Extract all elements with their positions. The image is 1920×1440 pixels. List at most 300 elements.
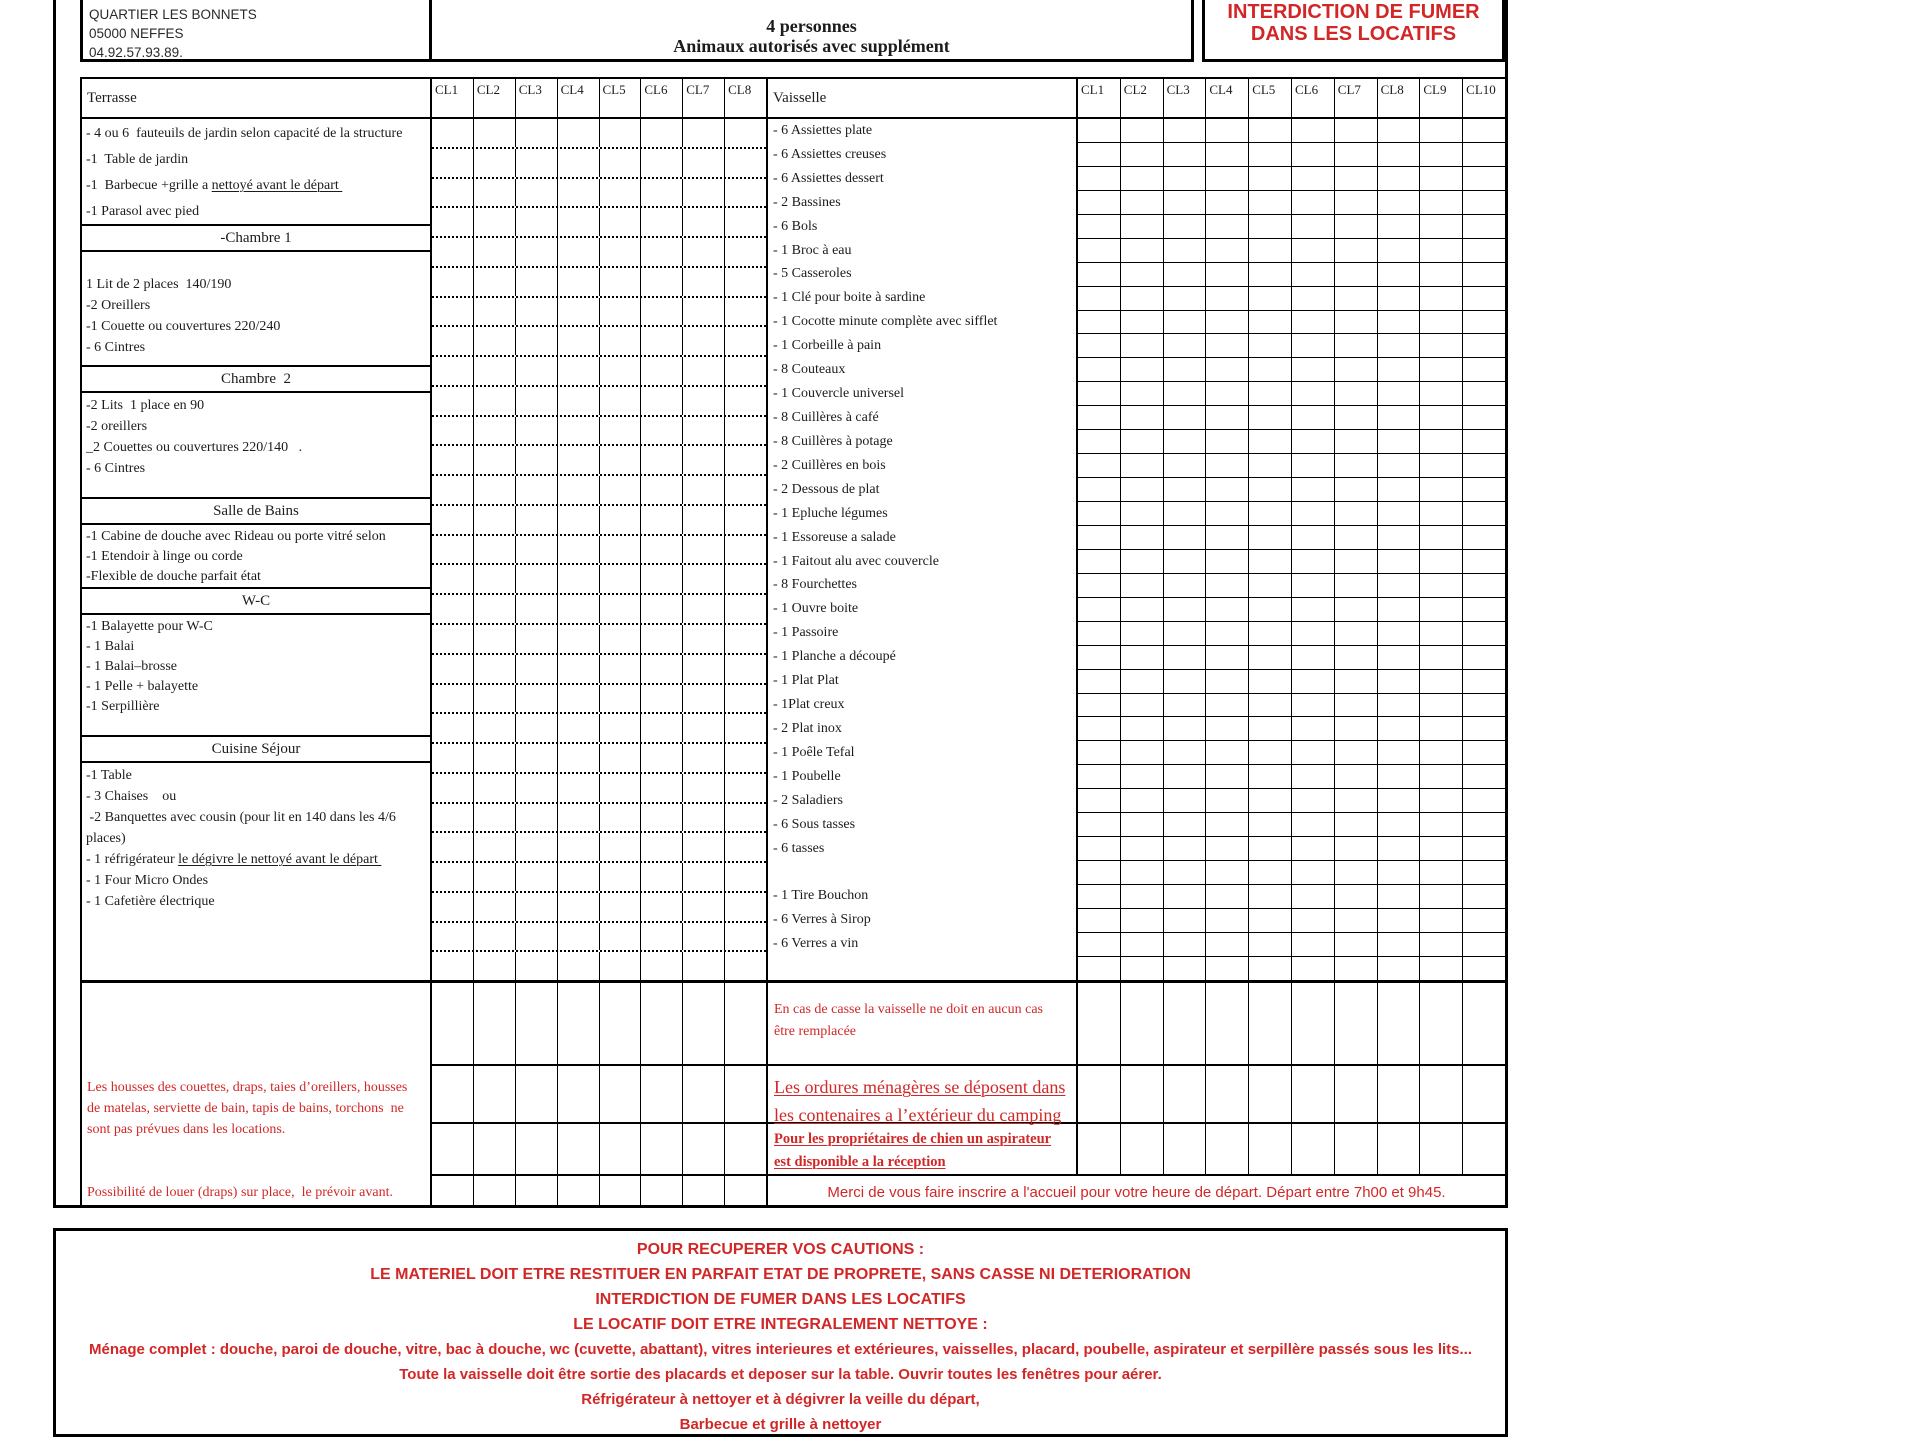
grid-cell bbox=[558, 833, 600, 861]
grid-cell bbox=[1164, 837, 1207, 860]
column-header: CL5 bbox=[1249, 79, 1292, 117]
grid-cell bbox=[432, 952, 474, 980]
vaisselle-header: Vaisselle bbox=[768, 79, 1076, 119]
grid-cell bbox=[1078, 239, 1121, 262]
vaisselle-item: - 5 Casseroles bbox=[773, 266, 852, 282]
grid-cell bbox=[683, 179, 725, 207]
grid-cell bbox=[474, 893, 516, 921]
grid-cell bbox=[641, 149, 683, 177]
grid-cell bbox=[683, 565, 725, 593]
grid-cell bbox=[1335, 983, 1378, 1064]
grid-cell bbox=[725, 714, 766, 742]
grid-cell bbox=[432, 446, 474, 474]
section-items bbox=[82, 763, 430, 982]
grid-cell bbox=[558, 357, 600, 385]
grid-cell bbox=[683, 893, 725, 921]
grid-cell bbox=[1164, 167, 1207, 190]
vaisselle-item: - 6 Sous tasses bbox=[773, 816, 856, 832]
vaisselle-item: - 1Plat creux bbox=[773, 697, 845, 713]
section-items bbox=[82, 615, 430, 735]
grid-cell bbox=[516, 208, 558, 236]
vaisselle-item: - 6 Assiettes dessert bbox=[773, 170, 884, 186]
grid-cell bbox=[1121, 983, 1164, 1064]
grid-cell bbox=[683, 923, 725, 951]
inventory-item bbox=[86, 849, 428, 870]
grid-row bbox=[1078, 741, 1505, 765]
grid-cell bbox=[1078, 957, 1121, 980]
grid-cell bbox=[1206, 334, 1249, 357]
grid-cell bbox=[683, 655, 725, 683]
grid-cell bbox=[683, 625, 725, 653]
grid-cell bbox=[725, 833, 766, 861]
grid-cell bbox=[725, 149, 766, 177]
grid-cell bbox=[432, 983, 474, 1064]
grid-cell bbox=[1335, 215, 1378, 238]
grid-cell bbox=[641, 1066, 683, 1122]
grid-cell bbox=[1164, 263, 1207, 286]
section-header: Salle de Bains bbox=[82, 497, 430, 525]
vaisselle-item: - 2 Saladiers bbox=[773, 792, 843, 808]
vaisselle-item: - 1 Essoreuse a salade bbox=[773, 529, 896, 545]
grid-cell bbox=[725, 268, 766, 296]
grid-cell bbox=[516, 1066, 558, 1122]
grid-cell bbox=[1335, 957, 1378, 980]
grid-cell bbox=[1463, 574, 1505, 597]
vaisselle-item: - 6 Verres à Sirop bbox=[773, 912, 871, 928]
grid-cell bbox=[1292, 957, 1335, 980]
vaisselle-item: - 8 Couteaux bbox=[773, 362, 846, 378]
grid-cell bbox=[1378, 1066, 1421, 1122]
address-line: QUARTIER LES BONNETS bbox=[89, 7, 257, 22]
grid-row bbox=[432, 179, 766, 209]
grid-row bbox=[432, 833, 766, 863]
grid-cell bbox=[641, 774, 683, 802]
grid-cell bbox=[1378, 885, 1421, 908]
grid-cell bbox=[725, 119, 766, 147]
grid-cell bbox=[1249, 1066, 1292, 1122]
grid-cell bbox=[641, 506, 683, 534]
vaisselle-item: - 2 Bassines bbox=[773, 194, 841, 210]
grid-cell bbox=[1463, 382, 1505, 405]
grid-cell bbox=[1164, 670, 1207, 693]
grid-cell bbox=[1420, 885, 1463, 908]
grid-cell bbox=[641, 595, 683, 623]
grid-cell bbox=[516, 506, 558, 534]
capacity-line: 4 personnes bbox=[766, 16, 857, 36]
inventory-item: -1 Cabine de douche avec Rideau ou porte vitré selon bbox=[86, 529, 386, 544]
grid-cell bbox=[1420, 598, 1463, 621]
grid-cell bbox=[558, 565, 600, 593]
grid-cell bbox=[1463, 119, 1505, 142]
grid-cell bbox=[474, 208, 516, 236]
grid-cell bbox=[1078, 1066, 1121, 1122]
grid-cell bbox=[1463, 789, 1505, 812]
grid-cell bbox=[432, 714, 474, 742]
grid-cell bbox=[474, 238, 516, 266]
vaisselle-item: - 6 Assiettes plate bbox=[773, 122, 873, 138]
grid-cell bbox=[683, 685, 725, 713]
grid-cell bbox=[725, 625, 766, 653]
breakage-note: En cas de casse la vaisselle ne doit en aucun cas être remplacée bbox=[768, 983, 1078, 1064]
grid-cell bbox=[683, 952, 725, 980]
grid-cell bbox=[641, 446, 683, 474]
grid-cell bbox=[1335, 622, 1378, 645]
grid-cell bbox=[1463, 239, 1505, 262]
grid-cell bbox=[1420, 334, 1463, 357]
grid-cell bbox=[1335, 358, 1378, 381]
item-text: -1 Barbecue +grille a bbox=[86, 178, 212, 193]
grid-cell bbox=[1335, 334, 1378, 357]
grid-cell bbox=[683, 833, 725, 861]
grid-row bbox=[1078, 119, 1505, 143]
grid-cell bbox=[641, 565, 683, 593]
grid-cell bbox=[725, 685, 766, 713]
grid-cell bbox=[600, 417, 642, 445]
grid-cell bbox=[1420, 909, 1463, 932]
grid-cell bbox=[1164, 430, 1207, 453]
item-text: - 1 réfrigérateur bbox=[86, 852, 179, 867]
grid-cell bbox=[1078, 406, 1121, 429]
grid-cell bbox=[641, 833, 683, 861]
grid-cell bbox=[432, 268, 474, 296]
grid-cell bbox=[558, 387, 600, 415]
grid-cell bbox=[1292, 1124, 1335, 1174]
grid-cell bbox=[1249, 358, 1292, 381]
grid-cell bbox=[1463, 311, 1505, 334]
grid-cell bbox=[1078, 119, 1121, 142]
grid-row bbox=[1078, 287, 1505, 311]
grid-cell bbox=[1292, 717, 1335, 740]
grid-cell bbox=[1420, 358, 1463, 381]
column-header: CL7 bbox=[1335, 79, 1378, 117]
grid-cell bbox=[558, 744, 600, 772]
grid-cell bbox=[641, 983, 683, 1064]
grid-cell bbox=[1463, 502, 1505, 525]
grid-cell bbox=[1335, 239, 1378, 262]
grid-cell bbox=[641, 208, 683, 236]
column-header: CL2 bbox=[1121, 79, 1164, 117]
grid-cell bbox=[1420, 502, 1463, 525]
grid-cell bbox=[1121, 646, 1164, 669]
grid-cell bbox=[600, 1124, 642, 1174]
grid-cell bbox=[1206, 909, 1249, 932]
grid-cell bbox=[600, 863, 642, 891]
grid-cell bbox=[641, 863, 683, 891]
grid-cell bbox=[1206, 239, 1249, 262]
cl8-checklist-grid bbox=[432, 77, 768, 980]
grid-cell bbox=[600, 804, 642, 832]
grid-cell bbox=[1335, 837, 1378, 860]
grid-row bbox=[432, 774, 766, 804]
grid-cell bbox=[1164, 406, 1207, 429]
column-header: CL6 bbox=[1292, 79, 1335, 117]
column-header: CL8 bbox=[728, 82, 752, 97]
grid-cell bbox=[1463, 478, 1505, 501]
grid-cell bbox=[1206, 358, 1249, 381]
grid-cell bbox=[1078, 717, 1121, 740]
grid-cell bbox=[1292, 358, 1335, 381]
banner-line: LE MATERIEL DOIT ETRE RESTITUER EN PARFAIT ETAT DE PROPRETE, SANS CASSE NI DETERIORATION bbox=[370, 1266, 1191, 1283]
grid-cell bbox=[1078, 334, 1121, 357]
section-items bbox=[82, 525, 430, 587]
grid-cell bbox=[1206, 406, 1249, 429]
vaisselle-item: - 2 Plat inox bbox=[773, 721, 842, 736]
grid-cell bbox=[600, 774, 642, 802]
grid-cell bbox=[683, 357, 725, 385]
grid-row bbox=[432, 983, 766, 1066]
linen-note-text: Les housses des couettes, draps, taies d’oreillers, housses de matelas, serviette de bain, tapis de bains, torchons ne sont pas prévues dans les locations. bbox=[87, 1080, 411, 1137]
grid-cell bbox=[641, 417, 683, 445]
grid-cell bbox=[1292, 670, 1335, 693]
grid-row bbox=[1078, 334, 1505, 358]
grid-cell bbox=[641, 179, 683, 207]
grid-row bbox=[432, 595, 766, 625]
grid-cell bbox=[432, 923, 474, 951]
grid-cell bbox=[1121, 478, 1164, 501]
grid-cell bbox=[1420, 837, 1463, 860]
grid-cell bbox=[1121, 167, 1164, 190]
grid-cell bbox=[474, 446, 516, 474]
grid-cell bbox=[1378, 358, 1421, 381]
grid-cell bbox=[1078, 1124, 1121, 1174]
grid-cell bbox=[641, 298, 683, 326]
column-header: CL3 bbox=[1164, 79, 1207, 117]
grid-cell bbox=[600, 298, 642, 326]
grid-row bbox=[1078, 765, 1505, 789]
grid-cell bbox=[1420, 239, 1463, 262]
grid-cell bbox=[1164, 311, 1207, 334]
grid-cell bbox=[600, 506, 642, 534]
grid-cell bbox=[1420, 263, 1463, 286]
grid-row bbox=[1078, 670, 1505, 694]
grid-cell bbox=[600, 1176, 642, 1208]
grid-cell bbox=[474, 863, 516, 891]
grid-cell bbox=[1164, 789, 1207, 812]
grid-cell bbox=[1078, 622, 1121, 645]
grid-cell bbox=[1121, 598, 1164, 621]
grid-cell bbox=[1420, 143, 1463, 166]
vaisselle-item: - 6 Verres a vin bbox=[773, 936, 859, 952]
grid-cell bbox=[516, 238, 558, 266]
grid-cell bbox=[1292, 813, 1335, 836]
vaisselle-item: - 1 Couvercle universel bbox=[773, 386, 905, 402]
grid-cell bbox=[1420, 1124, 1463, 1174]
grid-cell bbox=[474, 833, 516, 861]
grid-cell bbox=[432, 238, 474, 266]
grid-cell bbox=[1463, 983, 1505, 1064]
grid-cell bbox=[1206, 622, 1249, 645]
grid-cell bbox=[1420, 813, 1463, 836]
grid-cell bbox=[683, 446, 725, 474]
grid-cell bbox=[1292, 598, 1335, 621]
grid-cell bbox=[725, 893, 766, 921]
grid-cell bbox=[1378, 861, 1421, 884]
grid-cell bbox=[1078, 933, 1121, 956]
grid-cell bbox=[1164, 1066, 1207, 1122]
grid-cell bbox=[432, 417, 474, 445]
grid-cell bbox=[641, 952, 683, 980]
grid-cell bbox=[516, 446, 558, 474]
grid-cell bbox=[516, 923, 558, 951]
grid-cell bbox=[558, 863, 600, 891]
section-header: W-C bbox=[82, 587, 430, 615]
grid-cell bbox=[1420, 191, 1463, 214]
grid-row bbox=[1078, 406, 1505, 430]
cl10-grid-rows bbox=[1078, 119, 1505, 980]
grid-cell bbox=[1249, 191, 1292, 214]
grid-cell bbox=[600, 685, 642, 713]
grid-cell bbox=[474, 804, 516, 832]
grid-row bbox=[1078, 167, 1505, 191]
grid-cell bbox=[558, 149, 600, 177]
grid-cell bbox=[558, 625, 600, 653]
grid-cell bbox=[1378, 526, 1421, 549]
grid-cell bbox=[516, 774, 558, 802]
grid-cell bbox=[1249, 765, 1292, 788]
grid-cell bbox=[516, 833, 558, 861]
vacuum-note-text: Pour les propriétaires de chien un aspirateur est disponible a la réception bbox=[774, 1131, 1052, 1170]
grid-cell bbox=[1121, 1124, 1164, 1174]
grid-cell bbox=[1463, 358, 1505, 381]
grid-cell bbox=[558, 298, 600, 326]
column-header: CL5 bbox=[600, 79, 642, 117]
grid-cell bbox=[1249, 717, 1292, 740]
grid-cell bbox=[1378, 430, 1421, 453]
grid-cell bbox=[474, 685, 516, 713]
grid-cell bbox=[1292, 454, 1335, 477]
address-line: 04.92.57.93.89. bbox=[89, 45, 183, 60]
grid-cell bbox=[641, 476, 683, 504]
vaisselle-item: - 1 Corbeille à pain bbox=[773, 338, 882, 354]
grid-cell bbox=[1335, 382, 1378, 405]
grid-cell bbox=[1249, 646, 1292, 669]
grid-cell bbox=[474, 595, 516, 623]
grid-cell bbox=[1121, 526, 1164, 549]
note-row bbox=[768, 983, 1505, 1066]
grid-cell bbox=[1335, 454, 1378, 477]
grid-cell bbox=[474, 268, 516, 296]
grid-row bbox=[1078, 789, 1505, 813]
grid-cell bbox=[1335, 789, 1378, 812]
grid-cell bbox=[725, 1124, 766, 1174]
grid-cell bbox=[474, 744, 516, 772]
grid-cell bbox=[1206, 263, 1249, 286]
grid-cell bbox=[474, 774, 516, 802]
grid-row bbox=[1078, 885, 1505, 909]
section-header: Chambre 2 bbox=[82, 365, 430, 393]
grid-cell bbox=[1463, 334, 1505, 357]
grid-cell bbox=[1078, 454, 1121, 477]
banner-line: Toute la vaisselle doit être sortie des placards et deposer sur la table. Ouvrir toutes les fenêtres pour aérer. bbox=[399, 1366, 1162, 1383]
grid-cell bbox=[1335, 143, 1378, 166]
grid-cell bbox=[1463, 454, 1505, 477]
grid-cell bbox=[1249, 215, 1292, 238]
grid-cell bbox=[1121, 909, 1164, 932]
grid-cell bbox=[1292, 885, 1335, 908]
grid-cell bbox=[1335, 717, 1378, 740]
grid-cell bbox=[474, 1176, 516, 1208]
grid-cell bbox=[516, 804, 558, 832]
note-row bbox=[768, 1066, 1505, 1124]
inventory-item: - 6 Cintres bbox=[86, 340, 146, 355]
grid-cell bbox=[474, 387, 516, 415]
vaisselle-item: - 1 Plat Plat bbox=[773, 673, 839, 689]
grid-cell bbox=[1206, 574, 1249, 597]
grid-cell bbox=[683, 536, 725, 564]
no-smoking-line: DANS LES LOCATIFS bbox=[1250, 23, 1457, 45]
garbage-note-text: Les ordures ménagères se déposent dans les contenaires a l’extérieur du camping bbox=[774, 1077, 1066, 1125]
grid-cell bbox=[641, 327, 683, 355]
grid-cell bbox=[683, 863, 725, 891]
vaisselle-item: - 1 Poubelle bbox=[773, 768, 841, 784]
cl8-grid-header bbox=[432, 79, 766, 119]
vaisselle-item: - 1 Broc à eau bbox=[773, 242, 852, 258]
banner-line: POUR RECUPERER VOS CAUTIONS : bbox=[636, 1241, 925, 1258]
cl10-checklist-grid bbox=[1078, 77, 1505, 980]
grid-cell bbox=[1121, 430, 1164, 453]
grid-cell bbox=[1164, 1124, 1207, 1174]
grid-cell bbox=[1420, 789, 1463, 812]
grid-cell bbox=[683, 774, 725, 802]
inventory-item: 1 Lit de 2 places 140/190 bbox=[86, 277, 232, 292]
grid-cell bbox=[683, 714, 725, 742]
grid-cell bbox=[683, 983, 725, 1064]
grid-cell bbox=[1378, 334, 1421, 357]
grid-cell bbox=[558, 1124, 600, 1174]
grid-cell bbox=[1335, 263, 1378, 286]
grid-cell bbox=[725, 179, 766, 207]
grid-row bbox=[1078, 263, 1505, 287]
grid-cell bbox=[1078, 765, 1121, 788]
grid-cell bbox=[516, 357, 558, 385]
grid-cell bbox=[725, 357, 766, 385]
grid-cell bbox=[725, 1066, 766, 1122]
grid-cell bbox=[725, 417, 766, 445]
grid-cell bbox=[683, 149, 725, 177]
grid-cell bbox=[1463, 813, 1505, 836]
grid-cell bbox=[516, 476, 558, 504]
column-header: CL1 bbox=[1078, 79, 1121, 117]
grid-cell bbox=[1206, 813, 1249, 836]
grid-cell bbox=[1463, 287, 1505, 310]
grid-cell bbox=[474, 952, 516, 980]
grid-cell bbox=[1463, 598, 1505, 621]
grid-cell bbox=[558, 536, 600, 564]
grid-row bbox=[432, 655, 766, 685]
grid-cell bbox=[516, 1124, 558, 1174]
grid-cell bbox=[432, 744, 474, 772]
grid-row bbox=[1078, 358, 1505, 382]
grid-cell bbox=[1206, 287, 1249, 310]
grid-cell bbox=[1078, 358, 1121, 381]
grid-cell bbox=[1078, 382, 1121, 405]
grid-cell bbox=[516, 685, 558, 713]
grid-cell bbox=[1164, 574, 1207, 597]
grid-cell bbox=[725, 952, 766, 980]
inventory-item: - 4 ou 6 fauteuils de jardin selon capacité de la structure bbox=[86, 126, 403, 141]
grid-cell bbox=[1164, 694, 1207, 717]
column-header: CL1 bbox=[432, 79, 474, 117]
grid-cell bbox=[1249, 885, 1292, 908]
header-gap bbox=[1194, 0, 1202, 62]
grid-cell bbox=[1335, 1066, 1378, 1122]
grid-cell bbox=[641, 625, 683, 653]
grid-cell bbox=[1206, 694, 1249, 717]
grid-cell bbox=[1249, 598, 1292, 621]
grid-cell bbox=[1249, 502, 1292, 525]
grid-cell bbox=[1420, 430, 1463, 453]
grid-cell bbox=[1164, 717, 1207, 740]
